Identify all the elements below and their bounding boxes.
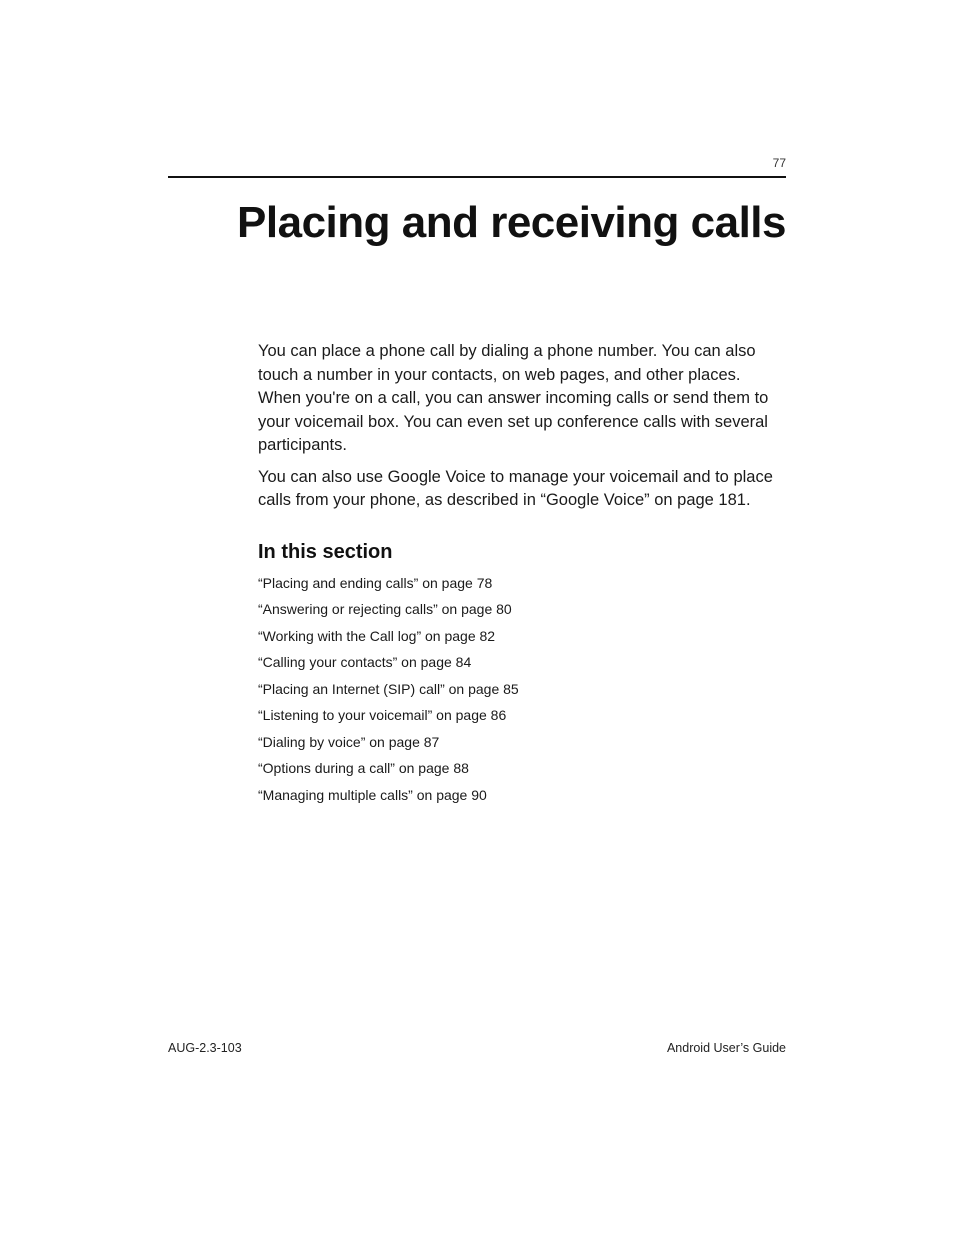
section-link[interactable]: “Placing an Internet (SIP) call” on page 85 bbox=[258, 680, 519, 697]
section-link[interactable]: “Listening to your voicemail” on page 86 bbox=[258, 707, 507, 723]
section-link[interactable]: “Calling your contacts” on page 84 bbox=[258, 654, 472, 670]
section-link[interactable]: “Placing and ending calls” on page 78 bbox=[258, 574, 493, 591]
section-links-list bbox=[258, 570, 786, 809]
section-link[interactable]: “Dialing by voice” on page 87 bbox=[258, 733, 440, 750]
document-title: Android User’s Guide bbox=[666, 1041, 786, 1055]
section-link[interactable]: “Options during a call” on page 88 bbox=[258, 760, 469, 776]
chapter-body bbox=[258, 340, 786, 808]
section-link[interactable]: “Answering or rejecting calls” on page 80 bbox=[258, 601, 512, 617]
chapter-title: Placing and receiving calls bbox=[237, 198, 786, 247]
header-rule bbox=[168, 176, 786, 178]
document-code: AUG-2.3-103 bbox=[168, 1041, 242, 1055]
intro-paragraph: You can also use Google Voice to manage your voicemail and to place calls from your phone, as described in “Google Voice” on page 181. bbox=[258, 467, 773, 509]
section-link[interactable]: “Managing multiple calls” on page 90 bbox=[258, 786, 487, 803]
section-link[interactable]: “Working with the Call log” on page 82 bbox=[258, 627, 496, 644]
section-heading: In this section bbox=[258, 540, 393, 563]
page-number: 77 bbox=[772, 156, 786, 170]
intro-paragraph: You can place a phone call by dialing a phone number. You can also touch a number in your contacts, on web pages, and other places. When you're on a call, you can answer incoming calls or send them to your voicemail box. You can even set up conference calls with several participants. bbox=[258, 342, 769, 454]
